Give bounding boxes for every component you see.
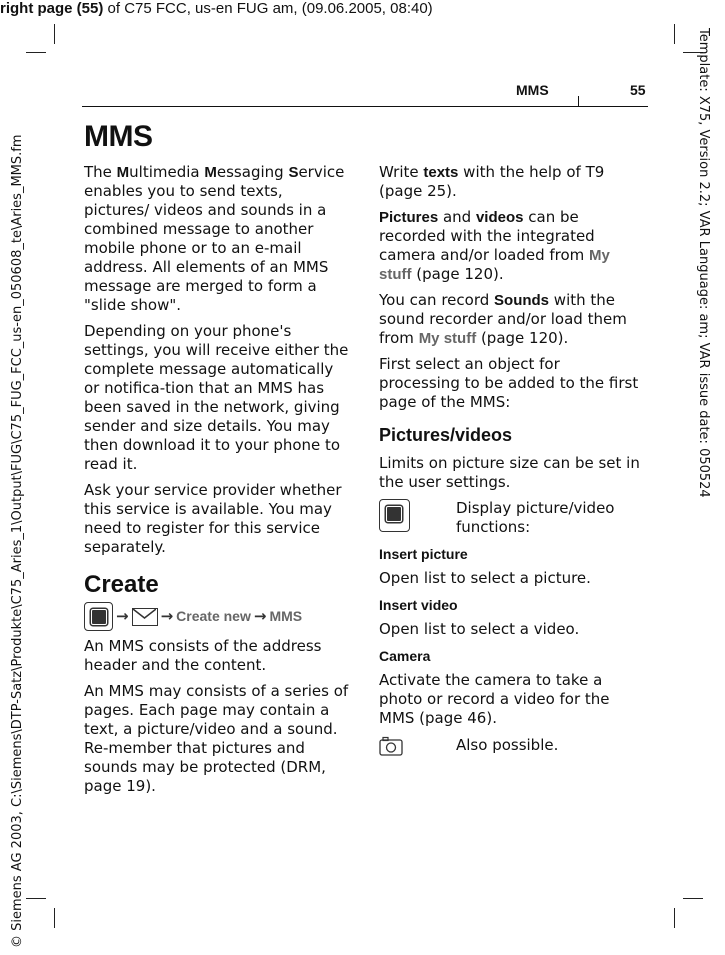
template-info: Template: X75, Version 2.2; VAR Language: am; VAR issue date: 050524 (696, 28, 711, 498)
text: You can record (379, 291, 495, 309)
intro-text: ultimedia (129, 163, 205, 181)
print-info-bold: right page (55) (0, 0, 104, 17)
display-functions-row (379, 499, 641, 537)
camera-icon (379, 736, 456, 756)
camera-label: Camera (379, 648, 431, 664)
copyright-path: © Siemens AG 2003, C:\Siemens\DTP-Satz\Produkte\C75_Aries_1\Output\FUG\C75_FUG_FCC_us-en_050608_te\Aries_MMS.fm (10, 134, 25, 948)
pictures-videos-heading: Pictures/videos (379, 425, 513, 445)
create-heading: Create (84, 571, 159, 598)
paragraph-sounds (379, 291, 641, 348)
emphasis: texts (423, 164, 459, 181)
arrow-icon: → (253, 607, 267, 625)
paragraph-pictures (379, 208, 641, 284)
running-header-section: MMS (516, 82, 549, 98)
paragraph-limits: Limits on picture size can be set in the user settings. (379, 454, 640, 491)
display-functions-text: Display picture/video functions: (456, 499, 615, 536)
insert-picture-label: Insert picture (379, 546, 468, 562)
paragraph-select: First select an object for processing to be added to the first page of the MMS: (379, 355, 639, 411)
left-column (84, 163, 350, 803)
print-info-rest: of C75 FCC, us-en FUG am, (09.06.2005, 08:40) (103, 0, 433, 17)
emphasis: Sounds (494, 292, 550, 309)
intro-paragraph (84, 163, 350, 315)
text: can be recorded with the integrated camera and/or loaded from (379, 208, 595, 264)
intro-text: ervice enables you to send texts, pictures/ videos and sounds in a combined message to another mobile phone or to an e-mail address. All elements of an MMS message are merged to form a "slide show". (84, 163, 345, 314)
text: and (438, 208, 476, 226)
menu-item-create-new: Create new (176, 608, 251, 624)
insert-video-label: Insert video (379, 597, 458, 613)
crop-mark (26, 898, 46, 899)
header-rule-tick (578, 96, 579, 106)
menu-ref-my-stuff: My stuff (379, 247, 610, 283)
also-possible-row (379, 736, 641, 756)
intro-initial: M (116, 164, 130, 181)
emphasis: Pictures (379, 209, 439, 226)
paragraph-provider: Ask your service provider whether this service is available. You may need to register for this service separately. (84, 481, 342, 556)
print-info-line (0, 0, 433, 17)
arrow-icon: → (160, 607, 174, 625)
menu-key-icon (379, 499, 410, 532)
crop-mark (683, 898, 703, 899)
intro-text: The (84, 163, 117, 181)
header-rule (82, 106, 648, 107)
intro-initial: M (204, 164, 217, 181)
menu-item-mms: MMS (269, 608, 303, 624)
text: Write (379, 163, 424, 181)
crop-mark (26, 52, 46, 53)
envelope-icon (132, 608, 158, 626)
intro-text: essaging (216, 163, 289, 181)
emphasis: videos (475, 209, 524, 226)
intro-initial: S (288, 164, 299, 181)
text: with the help of T9 (page 25). (379, 163, 605, 200)
paragraph-receive: Depending on your phone's settings, you will receive either the complete message automatically or notifica-tion that an MMS has been saved in the network, giving sender and size details. You may then download it to your phone to read it. (84, 322, 349, 473)
right-column (379, 163, 641, 764)
crop-mark (54, 908, 55, 928)
insert-video-desc: Open list to select a video. (379, 620, 580, 638)
menu-key-icon (84, 602, 113, 631)
paragraph-consists: An MMS consists of the address header and the content. (84, 637, 322, 674)
crop-mark (54, 24, 55, 44)
menu-ref-my-stuff: My stuff (418, 330, 477, 347)
text: with the sound recorder and/or load them from (379, 291, 627, 347)
crop-mark (674, 908, 675, 928)
arrow-icon: → (116, 607, 129, 625)
paragraph-texts (379, 163, 641, 201)
menu-path (84, 602, 350, 631)
page-title: MMS (84, 120, 153, 153)
page-number: 55 (630, 82, 646, 98)
text: (page 120). (476, 329, 569, 347)
camera-desc: Activate the camera to take a photo or record a video for the MMS (page 46). (379, 671, 610, 727)
also-possible-text: Also possible. (456, 736, 559, 754)
paragraph-pages: An MMS may consists of a series of pages. Each page may contain a text, a picture/video and a sound. Re-member that pictures and sounds may be protected (DRM, page 19). (84, 682, 349, 795)
text: (page 120). (411, 265, 504, 283)
crop-mark (674, 24, 675, 44)
insert-picture-desc: Open list to select a picture. (379, 569, 591, 587)
